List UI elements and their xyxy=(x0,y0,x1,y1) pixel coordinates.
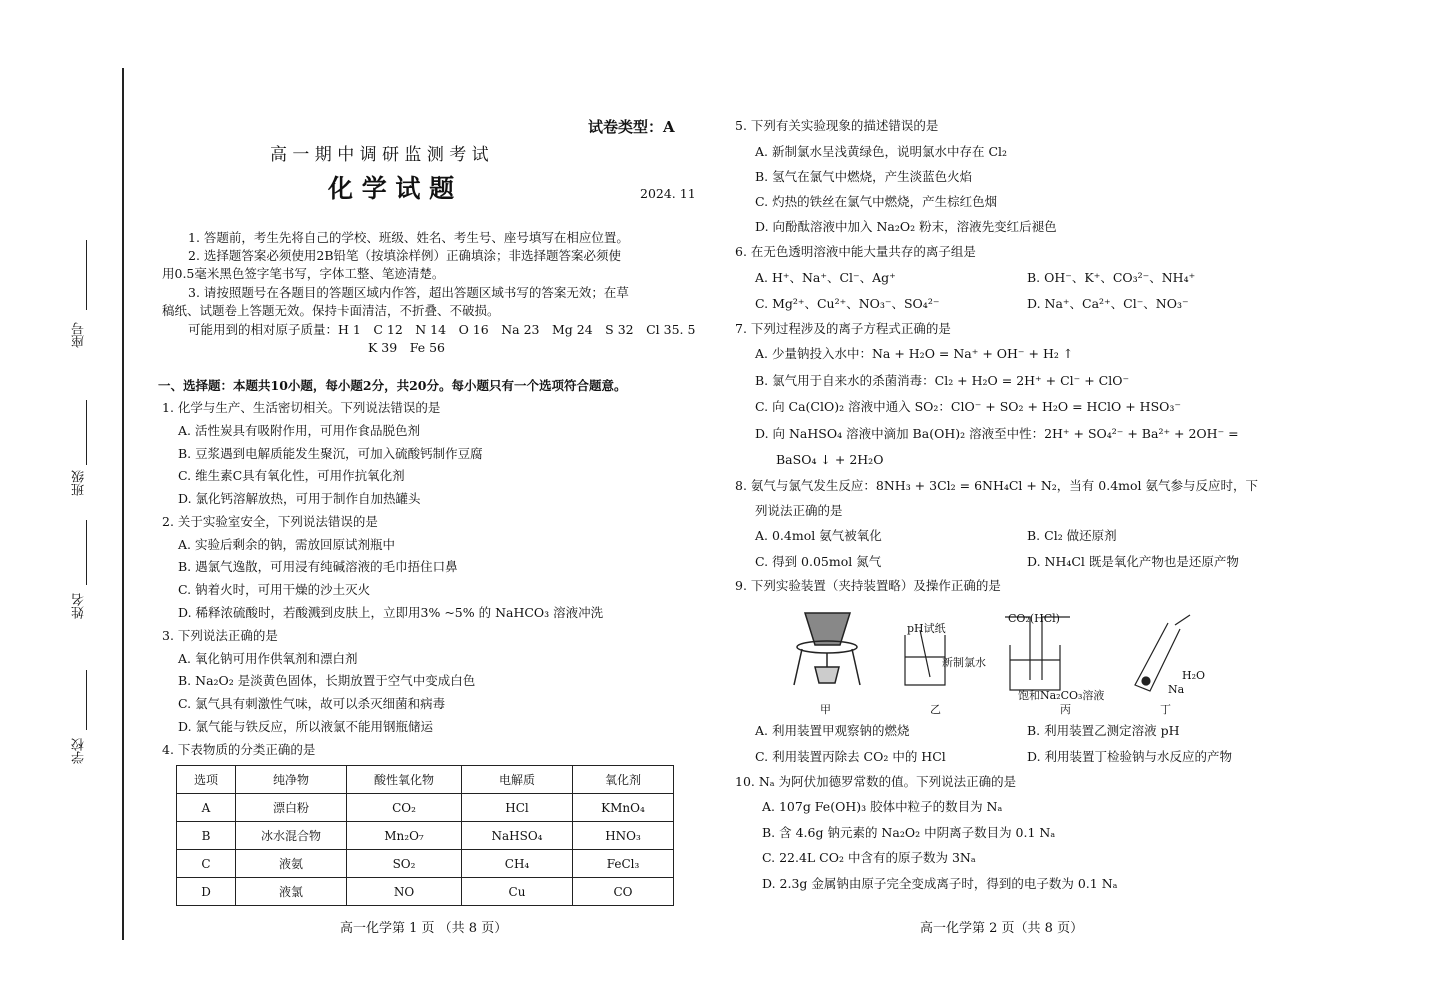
q1-option-b: B. 豆浆遇到电解质能发生聚沉，可加入硫酸钙制作豆腐 xyxy=(178,446,483,461)
paper-type: 试卷类型：A xyxy=(588,118,675,136)
q7-option-b: B. 氯气用于自来水的杀菌消毒：Cl₂ + H₂O = 2H⁺ + Cl⁻ + ClO⁻ xyxy=(755,373,1130,388)
table-cell: Cu xyxy=(462,878,573,906)
q9-option-d: D. 利用装置丁检验钠与水反应的产物 xyxy=(1027,749,1233,764)
table-row xyxy=(177,822,674,850)
q8-option-c: C. 得到 0.05mol 氮气 xyxy=(755,554,882,569)
q8-stem: 8. 氨气与氯气发生反应：8NH₃ + 3Cl₂ = 6NH₄Cl + N₂，当有 0.4mol 氨气参与反应时，下 xyxy=(735,478,1259,493)
chlorine-water-label: 新制氯水 xyxy=(942,656,986,669)
table-row xyxy=(177,850,674,878)
school-blank xyxy=(86,670,87,730)
q9-stem: 9. 下列实验装置（夹持装置略）及操作正确的是 xyxy=(735,578,1001,593)
table-cell: C xyxy=(177,850,236,878)
table-cell: B xyxy=(177,822,236,850)
table-cell: CO xyxy=(573,878,674,906)
apparatus-jia xyxy=(794,613,860,685)
q10-option-a: A. 107g Fe(OH)₃ 胶体中粒子的数目为 Nₐ xyxy=(762,799,1003,814)
note-1: 1. 答题前，考生先将自己的学校、班级、姓名、考生号、座号填写在相应位置。 xyxy=(188,230,629,245)
table-header-row xyxy=(177,766,674,794)
label-bing: 丙 xyxy=(1060,703,1071,716)
binding-line xyxy=(122,68,124,940)
table-header: 氧化剂 xyxy=(573,766,674,794)
note-3: 3. 请按照题号在各题目的答题区域内作答，超出答题区域书写的答案无效；在草 xyxy=(188,285,629,300)
note-2b: 用0.5毫米黑色签字笔书写，字体工整、笔迹清楚。 xyxy=(162,266,445,281)
subject-title: 化 学 试 题 xyxy=(328,174,455,203)
q6-option-b: B. OH⁻、K⁺、CO₃²⁻、NH₄⁺ xyxy=(1027,270,1196,285)
label-jia: 甲 xyxy=(820,703,831,716)
footer-left: 高一化学第 1 页 （共 8 页） xyxy=(340,921,508,936)
school-label: 学校 xyxy=(72,738,87,764)
q7-stem: 7. 下列过程涉及的离子方程式正确的是 xyxy=(735,321,951,336)
table-cell: 漂白粉 xyxy=(236,794,347,822)
q7-option-c: C. 向 Ca(ClO)₂ 溶液中通入 SO₂：ClO⁻ + SO₂ + H₂O = HClO + HSO₃⁻ xyxy=(755,399,1182,414)
q10-option-d: D. 2.3g 金属钠由原子完全变成离子时，得到的电子数为 0.1 Nₐ xyxy=(762,876,1118,891)
apparatus-bing xyxy=(1005,617,1070,690)
q2-option-a: A. 实验后剩余的钠，需放回原试剂瓶中 xyxy=(178,537,395,552)
exam-name: 高 一 期 中 调 研 监 测 考 试 xyxy=(270,145,489,165)
q1-stem: 1. 化学与生产、生活密切相关。下列说法错误的是 xyxy=(162,400,441,415)
q8-option-b: B. Cl₂ 做还原剂 xyxy=(1027,528,1117,543)
atomic-masses-2: K 39 Fe 56 xyxy=(368,340,445,355)
q5-option-b: B. 氢气在氯气中燃烧，产生淡蓝色火焰 xyxy=(755,169,973,184)
q2-option-b: B. 遇氯气逸散，可用浸有纯碱溶液的毛巾捂住口鼻 xyxy=(178,559,458,574)
table-cell: NaHSO₄ xyxy=(462,822,573,850)
label-yi: 乙 xyxy=(930,703,941,716)
q2-option-c: C. 钠着火时，可用干燥的沙土灭火 xyxy=(178,582,371,597)
class-blank xyxy=(86,400,87,465)
table-header: 选项 xyxy=(177,766,236,794)
q5-option-c: C. 灼热的铁丝在氯气中燃烧，产生棕红色烟 xyxy=(755,194,998,209)
q7-option-d: D. 向 NaHSO₄ 溶液中滴加 Ba(OH)₂ 溶液至中性：2H⁺ + SO₄²⁻ + Ba²⁺ + 2OH⁻ = xyxy=(755,426,1239,441)
na-label: Na xyxy=(1168,683,1185,696)
q6-option-c: C. Mg²⁺、Cu²⁺、NO₃⁻、SO₄²⁻ xyxy=(755,296,940,311)
q7-option-a: A. 少量钠投入水中：Na + H₂O = Na⁺ + OH⁻ + H₂ ↑ xyxy=(755,346,1074,361)
q8-option-a: A. 0.4mol 氨气被氧化 xyxy=(755,528,882,543)
name-label: 姓名 xyxy=(72,593,87,619)
table-header: 电解质 xyxy=(462,766,573,794)
nahco3-label: 饱和Na₂CO₃溶液 xyxy=(1018,689,1105,702)
q8-option-d: D. NH₄Cl 既是氧化产物也是还原产物 xyxy=(1027,554,1239,569)
table-cell: A xyxy=(177,794,236,822)
q6-stem: 6. 在无色透明溶液中能大量共存的离子组是 xyxy=(735,244,976,259)
table-header: 酸性氧化物 xyxy=(347,766,462,794)
q10-option-c: C. 22.4L CO₂ 中含有的原子数为 3Nₐ xyxy=(762,850,976,865)
q3-option-c: C. 氯气具有刺激性气味，故可以杀灭细菌和病毒 xyxy=(178,696,446,711)
q5-option-a: A. 新制氯水呈浅黄绿色，说明氯水中存在 Cl₂ xyxy=(755,144,1008,159)
label-ding: 丁 xyxy=(1160,703,1171,716)
q3-option-a: A. 氧化钠可用作供氧剂和漂白剂 xyxy=(178,651,358,666)
q7-option-d-cont: BaSO₄ ↓ + 2H₂O xyxy=(776,452,884,467)
q3-option-b: B. Na₂O₂ 是淡黄色固体，长期放置于空气中变成白色 xyxy=(178,673,476,688)
q5-stem: 5. 下列有关实验现象的描述错误的是 xyxy=(735,118,939,133)
q4-stem: 4. 下表物质的分类正确的是 xyxy=(162,742,316,757)
q8-stem-cont: 列说法正确的是 xyxy=(755,503,843,518)
seat-blank xyxy=(86,240,87,310)
q9-option-a: A. 利用装置甲观察钠的燃烧 xyxy=(755,723,910,738)
seat-label: 座号 xyxy=(72,322,87,348)
table-cell: D xyxy=(177,878,236,906)
q9-option-b: B. 利用装置乙测定溶液 pH xyxy=(1027,723,1180,738)
table-cell: HNO₃ xyxy=(573,822,674,850)
q3-option-d: D. 氯气能与铁反应，所以液氯不能用钢瓶储运 xyxy=(178,719,434,734)
table-cell: 液氯 xyxy=(236,878,347,906)
table-cell: 冰水混合物 xyxy=(236,822,347,850)
footer-right: 高一化学第 2 页（共 8 页） xyxy=(920,921,1084,936)
table-row xyxy=(177,794,674,822)
q3-stem: 3. 下列说法正确的是 xyxy=(162,628,278,643)
classification-table xyxy=(176,765,674,906)
atomic-masses: 可能用到的相对原子质量：H 1 C 12 N 14 O 16 Na 23 Mg 24 S 32 Cl 35. 5 xyxy=(188,322,696,337)
q9-option-c: C. 利用装置丙除去 CO₂ 中的 HCl xyxy=(755,749,946,764)
table-cell: NO xyxy=(347,878,462,906)
q1-option-a: A. 活性炭具有吸附作用，可用作食品脱色剂 xyxy=(178,423,420,438)
q2-option-d: D. 稀释浓硫酸时，若酸溅到皮肤上，立即用3% ~5% 的 NaHCO₃ 溶液冲洗 xyxy=(178,605,604,620)
class-label: 班级 xyxy=(72,470,87,496)
note-2: 2. 选择题答案必须使用2B铅笔（按填涂样例）正确填涂；非选择题答案必须使 xyxy=(188,248,622,263)
table-cell: CH₄ xyxy=(462,850,573,878)
q10-stem: 10. Nₐ 为阿伏加德罗常数的值。下列说法正确的是 xyxy=(735,774,1017,789)
exam-date: 2024. 11 xyxy=(640,186,696,201)
ph-paper-label: pH试纸 xyxy=(907,622,946,635)
name-blank xyxy=(86,520,87,585)
table-cell: 液氨 xyxy=(236,850,347,878)
q6-option-a: A. H⁺、Na⁺、Cl⁻、Ag⁺ xyxy=(755,270,896,285)
h2o-label: H₂O xyxy=(1182,669,1206,682)
q1-option-d: D. 氯化钙溶解放热，可用于制作自加热罐头 xyxy=(178,491,421,506)
section-heading: 一、选择题：本题共10小题，每小题2分，共20分。每小题只有一个选项符合题意。 xyxy=(158,378,627,393)
table-cell: Mn₂O₇ xyxy=(347,822,462,850)
q1-option-c: C. 维生素C具有氧化性，可用作抗氧化剂 xyxy=(178,468,405,483)
q2-stem: 2. 关于实验室安全，下列说法错误的是 xyxy=(162,514,378,529)
table-cell: CO₂ xyxy=(347,794,462,822)
note-3b: 稿纸、试题卷上答题无效。保持卡面清洁，不折叠、不破损。 xyxy=(162,303,500,318)
table-cell: SO₂ xyxy=(347,850,462,878)
q6-option-d: D. Na⁺、Ca²⁺、Cl⁻、NO₃⁻ xyxy=(1027,296,1189,311)
table-row xyxy=(177,878,674,906)
table-cell: FeCl₃ xyxy=(573,850,674,878)
table-cell: HCl xyxy=(462,794,573,822)
apparatus-yi xyxy=(905,630,945,685)
co2-hcl-label: CO₂(HCl) xyxy=(1008,612,1060,625)
table-header: 纯净物 xyxy=(236,766,347,794)
table-cell: KMnO₄ xyxy=(573,794,674,822)
q5-option-d: D. 向酚酞溶液中加入 Na₂O₂ 粉末，溶液先变红后褪色 xyxy=(755,219,1057,234)
q10-option-b: B. 含 4.6g 钠元素的 Na₂O₂ 中阴离子数目为 0.1 Nₐ xyxy=(762,825,1056,840)
